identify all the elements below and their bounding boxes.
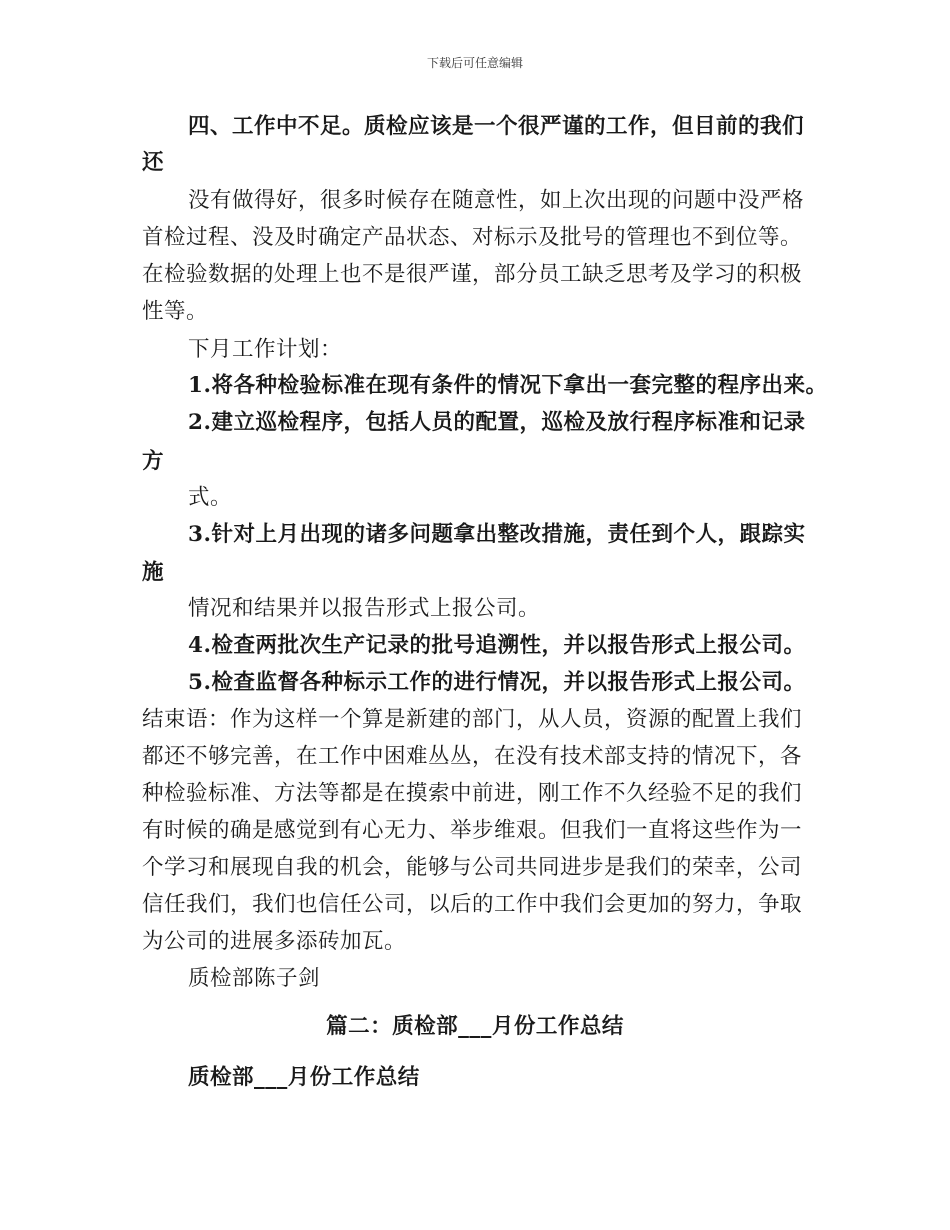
plan-item-3-cont: 施 [142, 560, 165, 585]
subsection-title: 质检部___月份工作总结 [188, 1065, 420, 1090]
closing-paragraph-line: 结束语：作为这样一个算是新建的部门，从人员，资源的配置上我们 [142, 707, 803, 732]
paragraph-line: 在检验数据的处理上也不是很严谨，部分员工缺乏思考及学习的积极 [142, 262, 803, 287]
signature: 质检部陈子剑 [188, 966, 321, 991]
plan-item-2: 2.建立巡检程序，包括人员的配置，巡检及放行程序标准和记录 [188, 410, 806, 435]
paragraph-line: 首检过程、没及时确定产品状态、对标示及批号的管理也不到位等。 [142, 225, 803, 250]
closing-paragraph-line: 个学习和展现自我的机会，能够与公司共同进步是我们的荣幸，公司 [142, 855, 803, 880]
closing-paragraph-line: 都还不够完善，在工作中困难丛丛，在没有技术部支持的情况下，各 [142, 744, 803, 769]
plan-heading: 下月工作计划： [188, 337, 343, 362]
plan-item-1: 1.将各种检验标准在现有条件的情况下拿出一套完整的程序出来。 [188, 373, 828, 398]
closing-paragraph-line: 为公司的进展多添砖加瓦。 [142, 929, 407, 954]
closing-paragraph-line: 有时候的确是感觉到有心无力、举步维艰。但我们一直将这些作为一 [142, 818, 803, 843]
page-header: 下载后可任意编辑 [426, 56, 523, 70]
plan-item-3-cont: 情况和结果并以报告形式上报公司。 [188, 596, 541, 621]
paragraph-line: 性等。 [142, 299, 209, 324]
paragraph-line: 没有做得好，很多时候存在随意性，如上次出现的问题中没严格 [188, 188, 805, 213]
plan-item-4: 4.检查两批次生产记录的批号追溯性，并以报告形式上报公司。 [188, 633, 806, 658]
closing-paragraph-line: 信任我们，我们也信任公司，以后的工作中我们会更加的努力，争取 [142, 892, 803, 917]
section-four-heading: 四、工作中不足。质检应该是一个很严谨的工作，但目前的我们 [188, 114, 805, 139]
closing-paragraph-line: 种检验标准、方法等都是在摸索中前进，刚工作不久经验不足的我们 [142, 781, 803, 806]
section-four-heading-cont: 还 [142, 150, 165, 175]
chapter-two-title: 篇二：质检部___月份工作总结 [326, 1014, 624, 1039]
plan-item-5: 5.检查监督各种标示工作的进行情况，并以报告形式上报公司。 [188, 670, 806, 695]
plan-item-3: 3.针对上月出现的诸多问题拿出整改措施，责任到个人，跟踪实 [188, 522, 806, 547]
plan-item-2-cont: 方 [142, 449, 165, 474]
plan-item-2-cont: 式。 [188, 485, 233, 510]
